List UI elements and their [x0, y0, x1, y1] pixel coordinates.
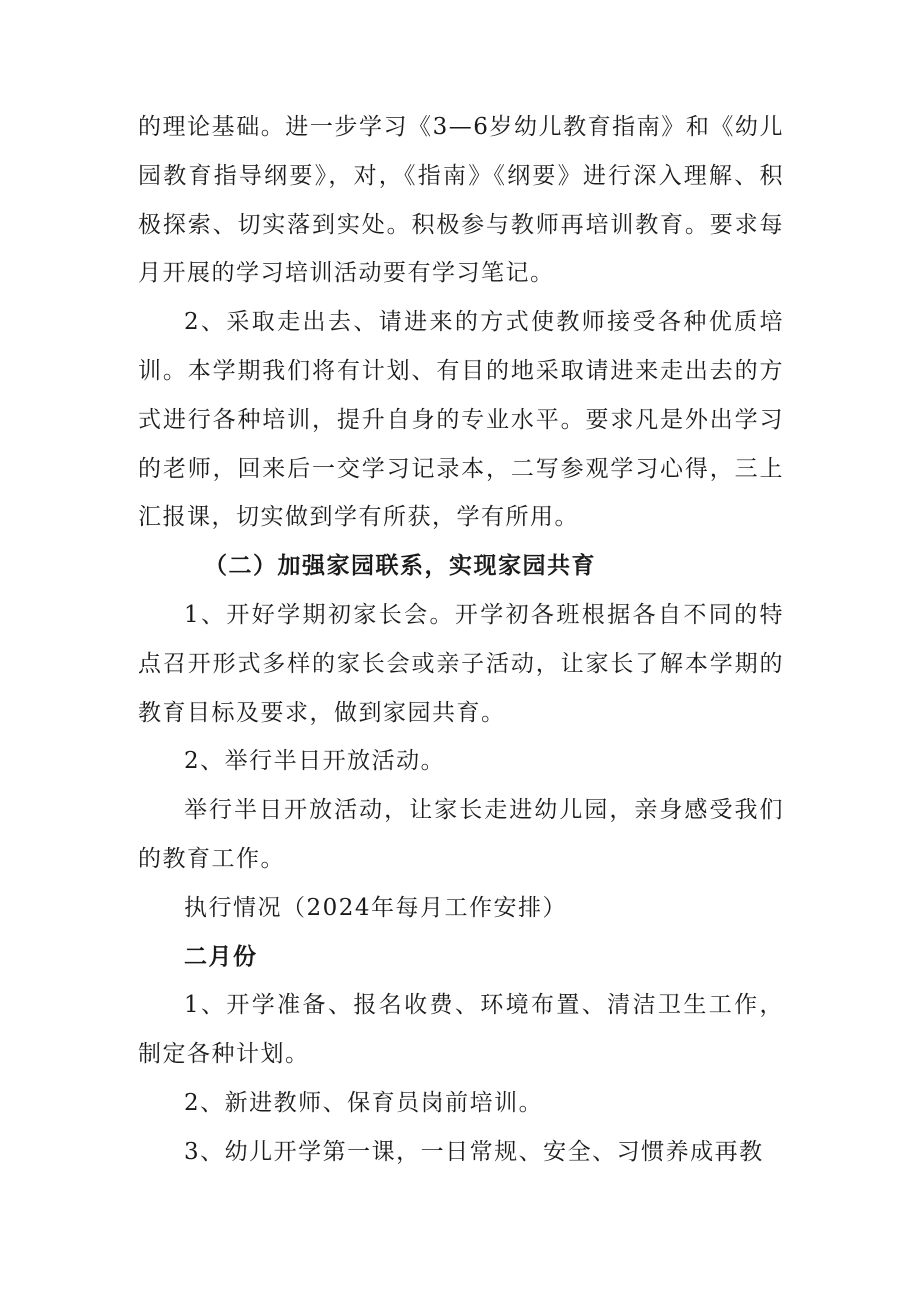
paragraph-execution-status: 执行情况（2024年每月工作安排） [184, 894, 568, 921]
list-item-staff-training: 2、新进教师、保育员岗前培训。 [184, 1089, 544, 1116]
list-item-school-preparation: 1、开学准备、报名收费、环境布置、清洁卫生工作，制定各种计划。 [138, 992, 784, 1068]
month-heading-february: 二月份 [184, 943, 258, 970]
paragraph-open-day-title: 2、举行半日开放活动。 [184, 748, 446, 775]
paragraph-theory-basis: 的理论基础。进一步学习《3—6岁幼儿教育指南》和《幼儿园教育指导纲要》，对，《指南》《纲要》进行深入理解、积极探索、切实落到实处。积极参与教师再培训教育。要求每月开展的学习培训活动要有学习笔记。 [138, 114, 784, 287]
section-heading-home-school: （二）加强家园联系，实现家园共育 [204, 553, 596, 580]
paragraph-parent-meeting: 1、开好学期初家长会。开学初各班根据各自不同的特点召开形式多样的家长会或亲子活动，让家长了解本学期的教育目标及要求，做到家园共育。 [138, 601, 784, 726]
paragraph-external-training: 2、采取走出去、请进来的方式使教师接受各种优质培训。本学期我们将有计划、有目的地采取请进来走出去的方式进行各种培训，提升自身的专业水平。要求凡是外出学习的老师，回来后一交学习记录本，二写参观学习心得，三上汇报课，切实做到学有所获，学有所用。 [138, 309, 784, 531]
paragraph-open-day-detail: 举行半日开放活动，让家长走进幼儿园，亲身感受我们的教育工作。 [138, 797, 784, 872]
document-body [138, 103, 784, 1177]
list-item-first-lesson: 3、幼儿开学第一课，一日常规、安全、习惯养成再教 [184, 1138, 764, 1165]
